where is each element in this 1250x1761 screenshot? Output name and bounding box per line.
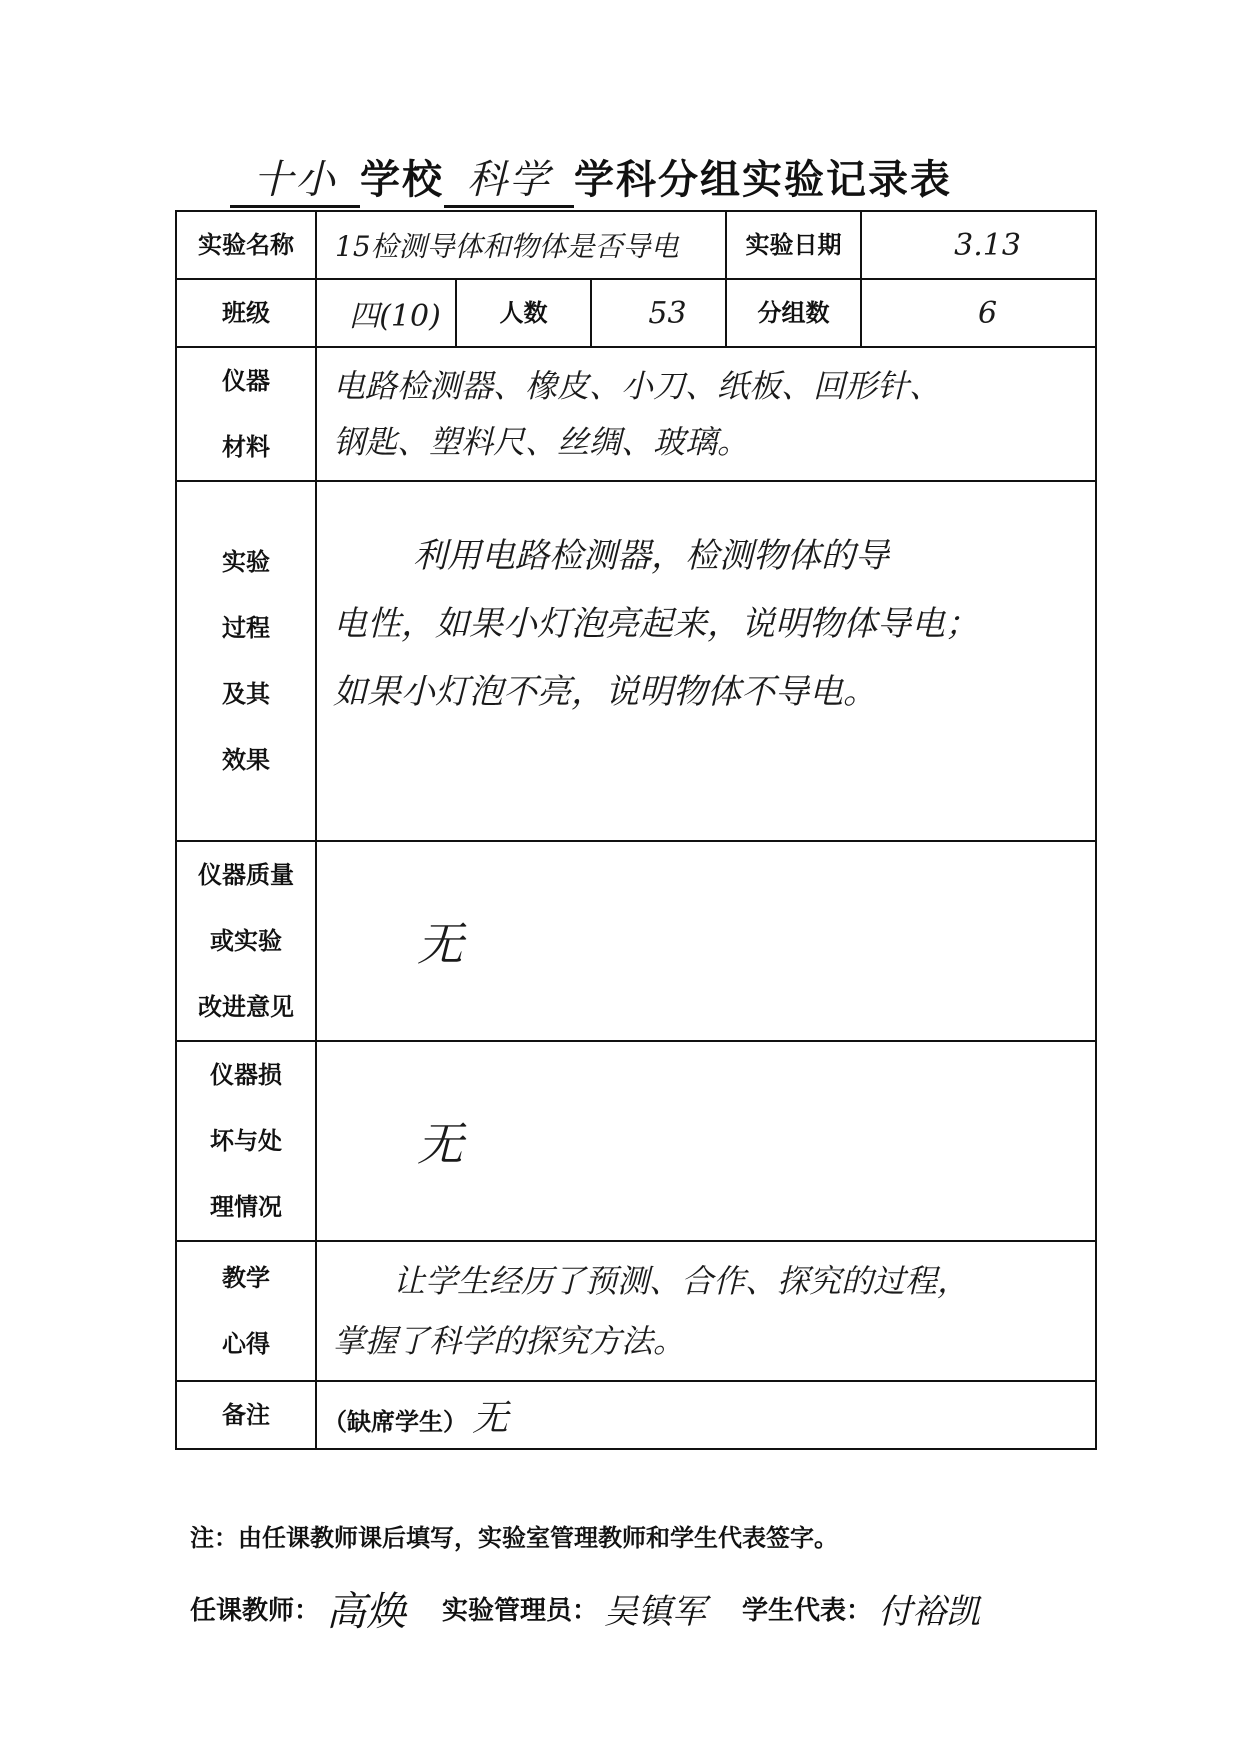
absent-value: 无 (472, 1397, 509, 1439)
row-quality (176, 841, 1096, 1041)
experiment-date-label: 实验日期 (726, 211, 861, 279)
process-label-line: 效果 (222, 746, 270, 774)
process-value (316, 481, 1096, 841)
groups-label: 分组数 (726, 279, 861, 347)
class-label: 班级 (176, 279, 316, 347)
process-line-text: 利用电路检测器，检测物体的导 (413, 536, 889, 576)
groups-value: 6 (861, 279, 1096, 347)
materials-label-line: 仪器 (222, 367, 270, 395)
row-remarks (176, 1381, 1096, 1449)
materials-value (316, 347, 1096, 481)
school-value: 十小 (230, 155, 360, 208)
remarks-value (316, 1381, 1096, 1449)
experiment-name-label: 实验名称 (176, 211, 316, 279)
teaching-line-text: 让学生经历了预测、合作、探究的过程， (393, 1262, 970, 1300)
teacher-signature: 高焕 (326, 1589, 407, 1635)
process-label-line: 过程 (222, 614, 270, 642)
remarks-label: 备注 (176, 1381, 316, 1449)
row-process (176, 481, 1096, 841)
materials-line: 电路检测器、橡皮、小刀、纸板、回形针、 (333, 367, 942, 405)
materials-label (176, 347, 316, 481)
process-line: 电性，如果小灯泡亮起来，说明物体导电； (333, 604, 979, 644)
damage-label-line: 坏与处 (210, 1127, 282, 1155)
teacher-label: 任课教师： (190, 1596, 321, 1626)
row-teaching (176, 1241, 1096, 1381)
count-label: 人数 (456, 279, 591, 347)
quality-label-line: 改进意见 (198, 993, 294, 1021)
signature-line (190, 1580, 1130, 1637)
row-materials (176, 347, 1096, 481)
subject-value: 科学 (444, 155, 574, 208)
materials-label-line: 材料 (222, 433, 270, 461)
quality-label-line: 或实验 (210, 927, 282, 955)
admin-label: 实验管理员： (442, 1596, 599, 1626)
row-damage (176, 1041, 1096, 1241)
absent-label: （缺席学生） (323, 1407, 467, 1436)
damage-label-line: 理情况 (210, 1193, 282, 1221)
student-label: 学生代表： (742, 1596, 873, 1626)
admin-signature: 吴镇军 (604, 1592, 707, 1632)
damage-value: 无 (316, 1041, 1096, 1241)
teaching-label-line: 心得 (222, 1330, 270, 1358)
process-label-line: 及其 (222, 680, 270, 708)
school-label: 学校 (360, 157, 444, 203)
quality-label-line: 仪器质量 (198, 861, 294, 889)
process-line (333, 522, 1079, 590)
row-class-info (176, 279, 1096, 347)
count-value: 53 (591, 279, 726, 347)
form-title (230, 148, 952, 208)
process-label-line: 实验 (222, 548, 270, 576)
process-label (176, 481, 316, 841)
quality-value: 无 (316, 841, 1096, 1041)
quality-label (176, 841, 316, 1041)
row-experiment-name (176, 211, 1096, 279)
teaching-label-line: 教学 (222, 1264, 270, 1292)
teaching-value (316, 1241, 1096, 1381)
process-line: 如果小灯泡不亮，说明物体不导电。 (333, 672, 877, 712)
materials-line: 钢匙、塑料尺、丝绸、玻璃。 (333, 423, 750, 461)
teaching-line (333, 1251, 1079, 1311)
experiment-date-value: 3.13 (861, 211, 1096, 279)
damage-label (176, 1041, 316, 1241)
teaching-line: 掌握了科学的探究方法。 (333, 1322, 686, 1360)
experiment-name-value: 15检测导体和物体是否导电 (316, 211, 726, 279)
class-value: 四(10) (316, 279, 456, 347)
footer-note: 注：由任课教师课后填写，实验室管理教师和学生代表签字。 (190, 1524, 838, 1552)
student-signature: 付裕凯 (878, 1592, 981, 1632)
damage-label-line: 仪器损 (210, 1061, 282, 1089)
teaching-label (176, 1241, 316, 1381)
title-suffix: 学科分组实验记录表 (574, 157, 952, 203)
experiment-record-table (175, 210, 1097, 1450)
